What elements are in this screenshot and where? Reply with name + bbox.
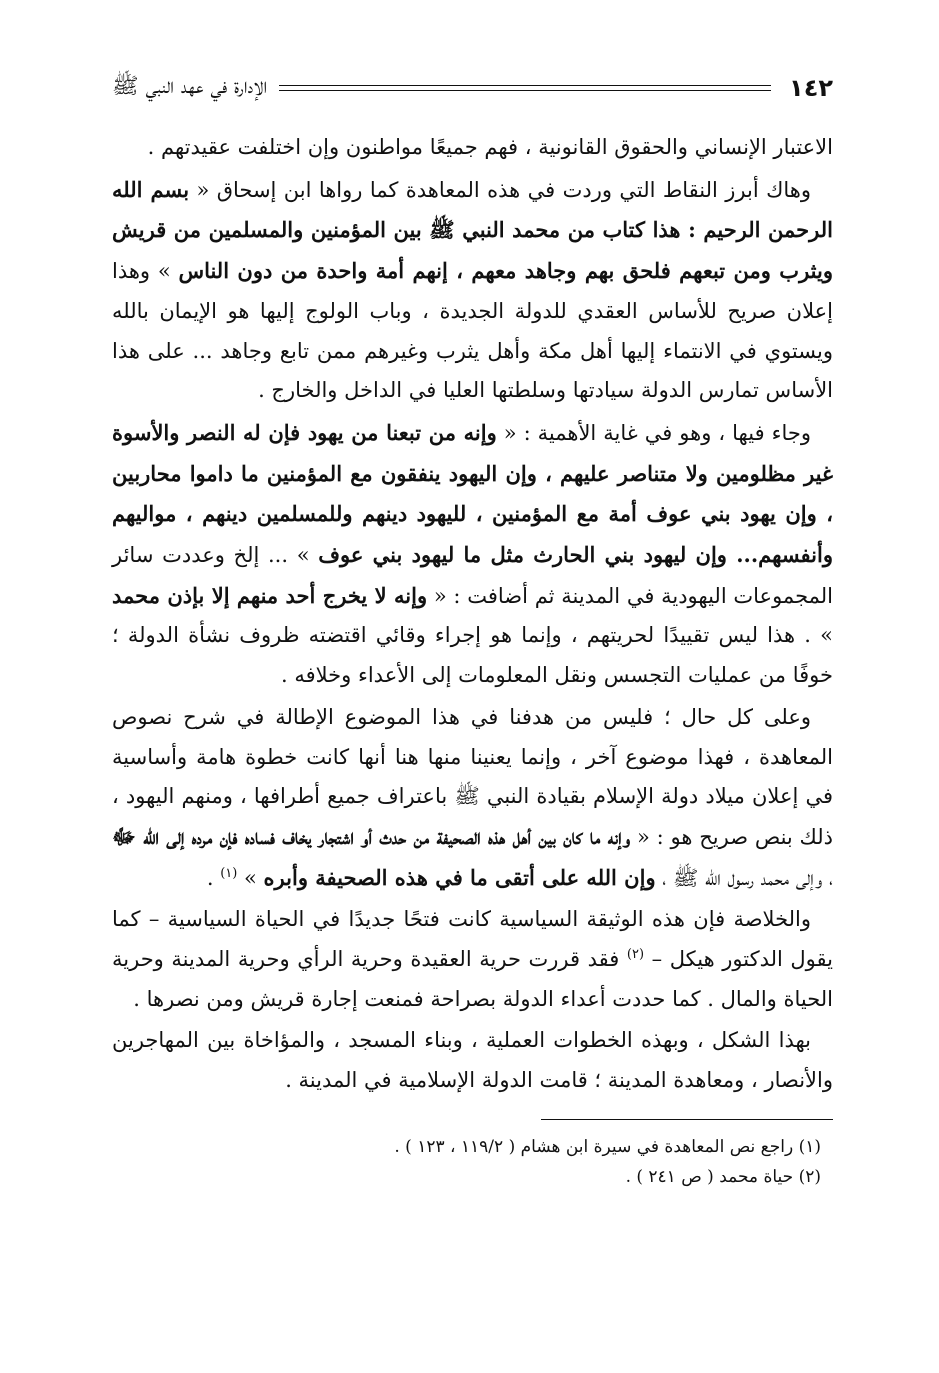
quoted-text: وإنه من تبعنا من يهود فإن له النصر والأسوة غير مظلومين ولا متناصر عليهم ، وإن اليهود ينفقون مع المؤمنين ما داموا محاربين ، وإن يهود بني عوف أمة مع المؤمنين ، لليهود دينهم وللمسلمين دينهم ، مواليهم وأنفسهم... وإن ليهود بني الحارث مثل ما ليهود بني عوف xyxy=(112,419,833,568)
text-segment: » . هذا ليس تقييدًا لحريتهم ، وإنما هو إجراء وقائي اقتضته ظروف نشأة الدولة ؛ خوفًا من عمليات التجسس ونقل المعلومات إلى الأعداء وخلافه . xyxy=(112,623,833,688)
paragraph xyxy=(112,900,833,1019)
text-segment: وهاك أبرز النقاط التي وردت في هذه المعاهدة كما رواها ابن إسحاق « xyxy=(189,177,812,202)
paragraph xyxy=(112,413,833,696)
footnote-ref: (٢) xyxy=(626,947,645,963)
paragraph xyxy=(112,170,833,411)
footnote: (٢) حياة محمد ( ص ٢٤١ ) . xyxy=(625,1166,821,1187)
text-segment: » ... إلخ وعددت سائر المجموعات اليهودية في المدينة ثم أضافت : « xyxy=(112,543,834,608)
text-segment: وجاء فيها ، وهو في غاية الأهمية : « xyxy=(496,420,812,445)
paragraph xyxy=(112,1021,833,1100)
text-segment: وعلى كل حال ؛ فليس من هدفنا في هذا الموضوع الإطالة في شرح نصوص المعاهدة ، فهذا موضوع آخر ، وإنما يعنينا منها هنا أنها كانت خطوة هامة وأساسية في إعلان ميلاد دولة الإسلام بقيادة النبي ﷺ باعتراف جميع أطرافها ، ومنهم اليهود ، ذلك بنص صريح هو : « xyxy=(112,704,833,849)
text-segment: » وهذا إعلان صريح للأساس العقدي للدولة الجديدة ، وباب الولوج إليها هو الإيمان بالله ويستوي في الانتماء إليها أهل مكة وأهل يثرب وغيرهم ممن تابع وجاهد ... على هذا الأساس تمارس الدولة سيادتها وسلطتها العليا في الداخل والخارج . xyxy=(112,259,833,403)
page-number: ١٤٢ xyxy=(789,74,833,102)
quoted-text: وإنه لا يخرج أحد منهم إلا بإذن محمد xyxy=(112,582,428,608)
running-title: الإدارة في عهد النبي ﷺ xyxy=(112,74,268,99)
text-segment: . xyxy=(206,865,221,890)
quoted-text: وإنه ما كان بين أهل هذه الصحيفة من حدث أو اشتجار يخاف فساده فإن مرده إلى الله ﷻ xyxy=(112,823,631,849)
footnote-ref: (١) xyxy=(220,865,238,881)
quoted-text: وإن الله على أتقى ما في هذه الصحيفة وأبره xyxy=(263,864,656,890)
running-header xyxy=(112,66,833,110)
text-segment: الاعتبار الإنساني والحقوق القانونية ، فهم جميعًا مواطنون وإن اختلفت عقيدتهم . xyxy=(147,135,833,159)
body-text xyxy=(112,128,833,1101)
header-rule xyxy=(279,85,771,91)
text-segment: ، وإلى محمد رسول الله ﷺ ، xyxy=(655,865,833,890)
text-segment: بهذا الشكل ، وبهذه الخطوات العملية ، وبناء المسجد ، والمؤاخاة بين المهاجرين والأنصار ، ومعاهدة المدينة ؛ قامت الدولة الإسلامية في المدينة . xyxy=(112,1028,833,1093)
footnote-rule xyxy=(541,1119,833,1120)
text-segment: » xyxy=(237,865,264,890)
text-segment: والخلاصة فإن هذه الوثيقة السياسية كانت فتحًا جديدًا في الحياة السياسية – كما يقول الدكتور هيكل – xyxy=(112,907,833,972)
footnotes xyxy=(112,1132,833,1192)
paragraph xyxy=(112,698,833,899)
text-segment: فقد قررت حرية العقيدة وحرية الرأي وحرية المدينة وحرية الحياة والمال . كما حددت أعداء الدولة بصراحة فمنعت إجارة قريش ومن نصرها . xyxy=(112,947,833,1011)
footnote: (١) راجع نص المعاهدة في سيرة ابن هشام ( ١١٩/٢ ، ١٢٣ ) . xyxy=(394,1136,821,1157)
paragraph xyxy=(112,128,833,168)
quoted-text: بسم الله الرحمن الرحيم : هذا كتاب من محمد النبي ﷺ بين المؤمنين والمسلمين من قريش ويثرب ومن تبعهم فلحق بهم وجاهد معهم ، إنهم أمة واحدة من دون الناس xyxy=(112,176,833,284)
